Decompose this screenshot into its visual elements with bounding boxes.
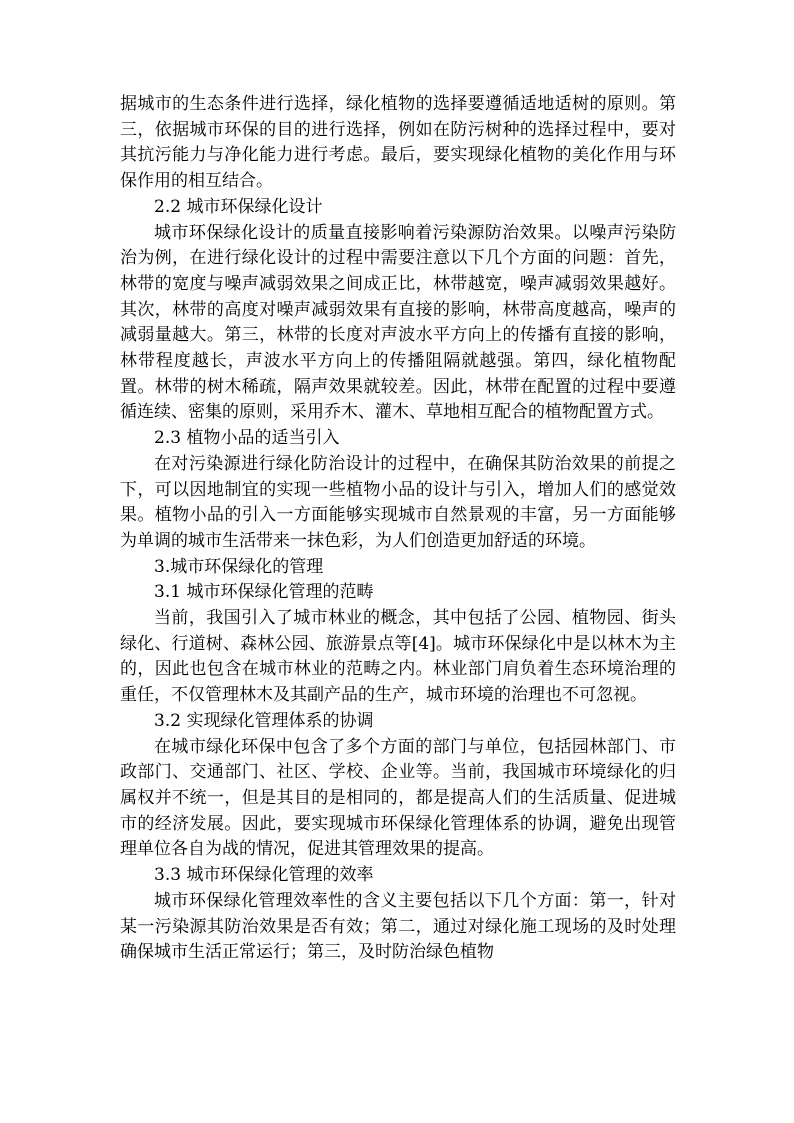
paragraph: 城市环保绿化设计的质量直接影响着污染源防治效果。以噪声污染防治为例，在进行绿化设计的过程中需要注意以下几个方面的问题：首先，林带的宽度与噪声减弱效果之间成正比，林带越宽，噪声减弱效果越好。其次，林带的高度对噪声减弱效果有直接的影响，林带高度越高，噪声的减弱量越大。第三，林带的长度对声波水平方向上的传播有直接的影响，林带程度越长，声波水平方向上的传播阻隔就越强。第四，绿化植物配置。林带的树木稀疏，隔声效果就较差。因此，林带在配置的过程中要遵循连续、密集的原则，采用乔木、灌木、草地相互配合的植物配置方式。	[120, 222, 676, 423]
document-page	[120, 92, 676, 966]
paragraph: 在对污染源进行绿化防治设计的过程中，在确保其防治效果的前提之下，可以因地制宜的实现一些植物小品的设计与引入，增加人们的感觉效果。植物小品的引入一方面能够实现城市自然景观的丰富，另一方面能够为单调的城市生活带来一抹色彩，为人们创造更加舒适的环境。	[120, 453, 676, 551]
section-heading: 3.3 城市环保绿化管理的效率	[154, 865, 374, 886]
paragraph: 当前，我国引入了城市林业的概念，其中包括了公园、植物园、街头绿化、行道树、森林公园、旅游景点等[4]。城市环保绿化中是以林木为主的，因此也包含在城市林业的范畴之内。林业部门肩负着生态环境治理的重任，不仅管理林木及其副产品的生产，城市环境的治理也不可忽视。	[120, 608, 676, 706]
section-heading: 2.3 植物小品的适当引入	[154, 428, 340, 449]
section-heading: 3.1 城市环保绿化管理的范畴	[154, 582, 374, 603]
section-heading: 2.2 城市环保绿化设计	[154, 196, 323, 217]
paragraph: 城市环保绿化管理效率性的含义主要包括以下几个方面：第一，针对某一污染源其防治效果是否有效；第二，通过对绿化施工现场的及时处理确保城市生活正常运行；第三，及时防治绿色植物	[120, 890, 676, 963]
section-heading: 3.2 实现绿化管理体系的协调	[154, 710, 374, 731]
paragraph: 在城市绿化环保中包含了多个方面的部门与单位，包括园林部门、市政部门、交通部门、社区、学校、企业等。当前，我国城市环境绿化的归属权并不统一，但是其目的是相同的，都是提高人们的生活质量、促进城市的经济发展。因此，要实现城市环保绿化管理体系的协调，避免出现管理单位各自为战的情况，促进其管理效果的提高。	[120, 736, 676, 860]
section-heading: 3.城市环保绿化的管理	[154, 556, 324, 577]
paragraph: 据城市的生态条件进行选择，绿化植物的选择要遵循适地适树的原则。第三，依据城市环保的目的进行选择，例如在防污树种的选择过程中，要对其抗污能力与净化能力进行考虑。最后，要实现绿化植物的美化作用与环保作用的相互结合。	[120, 94, 676, 192]
